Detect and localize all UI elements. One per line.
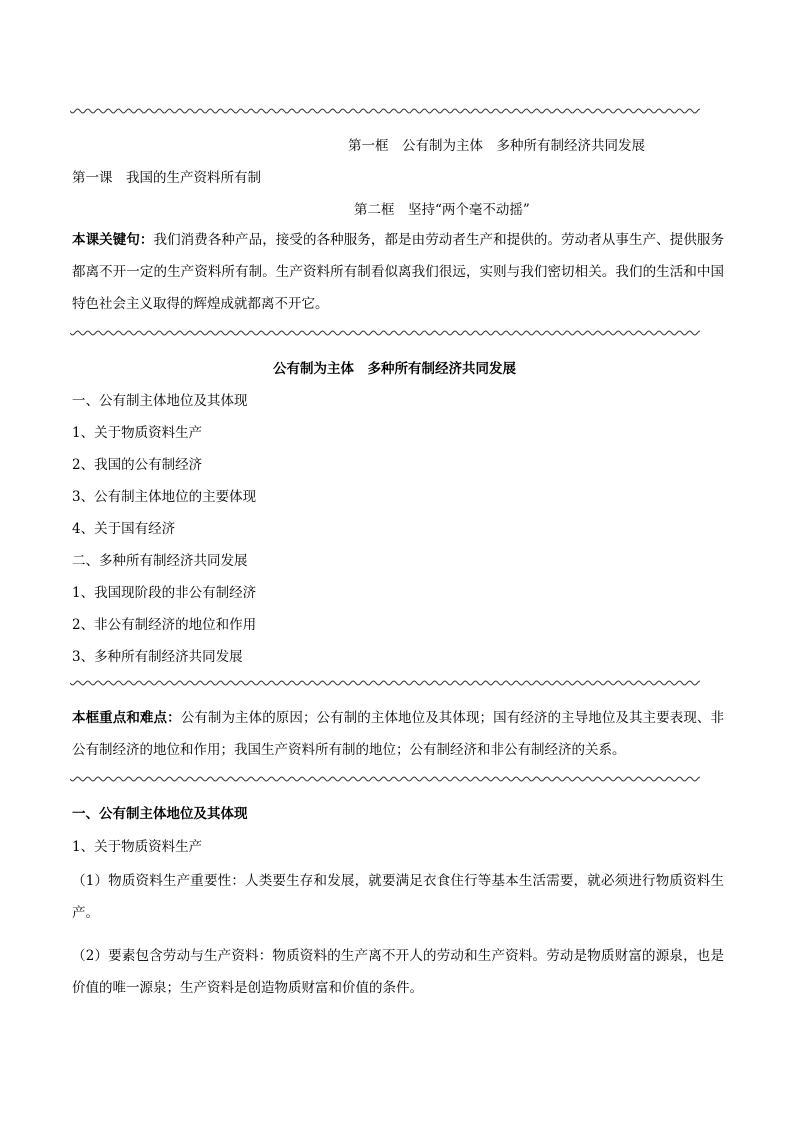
focus-text: 公有制为主体的原因；公有制的主体地位及其体现；国有经济的主导地位及其主要表现、非公有制经济的地位和作用；我国生产资料所有制的地位；公有制经济和非公有制经济的关系。	[72, 710, 725, 758]
wavy-divider	[70, 328, 700, 338]
toc-lesson: 第一课 我国的生产资料所有制	[72, 170, 261, 186]
key-sentence-label: 本课关键句：	[72, 232, 154, 248]
wavy-line	[70, 777, 700, 781]
wavy-line	[70, 681, 700, 685]
outline-item: 1、关于物质资料生产	[72, 425, 203, 441]
focus-paragraph	[72, 702, 724, 766]
toc-frame2: 第二框 坚持“两个毫不动摇”	[354, 202, 530, 218]
focus-label: 本框重点和难点：	[72, 710, 181, 726]
outline-title: 公有制为主体 多种所有制经济共同发展	[273, 361, 516, 377]
outline-item: 2、非公有制经济的地位和作用	[72, 617, 257, 633]
outline-item: 4、关于国有经济	[72, 521, 176, 537]
body-paragraph-1: （1）物质资料生产重要性：人类要生存和发展，就要满足衣食住行等基本生活需要，就必须进行物质资料生产。	[72, 873, 724, 921]
key-sentence-paragraph	[72, 224, 724, 320]
key-sentence-text: 我们消费各种产品，接受的各种服务，都是由劳动者生产和提供的。劳动者从事生产、提供服务都离不开一定的生产资料所有制。生产资料所有制看似离我们很远，实则与我们密切相关。我们的生活和中国特色社会主义取得的辉煌成就都离不开它。	[72, 232, 725, 312]
outline-item: 1、我国现阶段的非公有制经济	[72, 585, 257, 601]
outline-item: 3、公有制主体地位的主要体现	[72, 489, 257, 505]
outline-item: 2、我国的公有制经济	[72, 457, 203, 473]
wavy-line	[70, 109, 700, 113]
wavy-divider	[70, 106, 700, 116]
toc-frame1: 第一框 公有制为主体 多种所有制经济共同发展	[348, 138, 645, 154]
wavy-divider	[70, 678, 700, 688]
outline-item: 二、多种所有制经济共同发展	[72, 553, 248, 569]
wavy-line	[70, 331, 700, 335]
body-paragraph-2: （2）要素包含劳动与生产资料：物质资料的生产离不开人的劳动和生产资料。劳动是物质财富的源泉，也是价值的唯一源泉；生产资料是创造物质财富和价值的条件。	[72, 948, 724, 996]
outline-item: 3、多种所有制经济共同发展	[72, 649, 243, 665]
section-title: 一、公有制主体地位及其体现	[72, 806, 248, 822]
wavy-divider	[70, 774, 700, 784]
sub-title: 1、关于物质资料生产	[72, 839, 203, 855]
outline-item: 一、公有制主体地位及其体现	[72, 393, 248, 409]
